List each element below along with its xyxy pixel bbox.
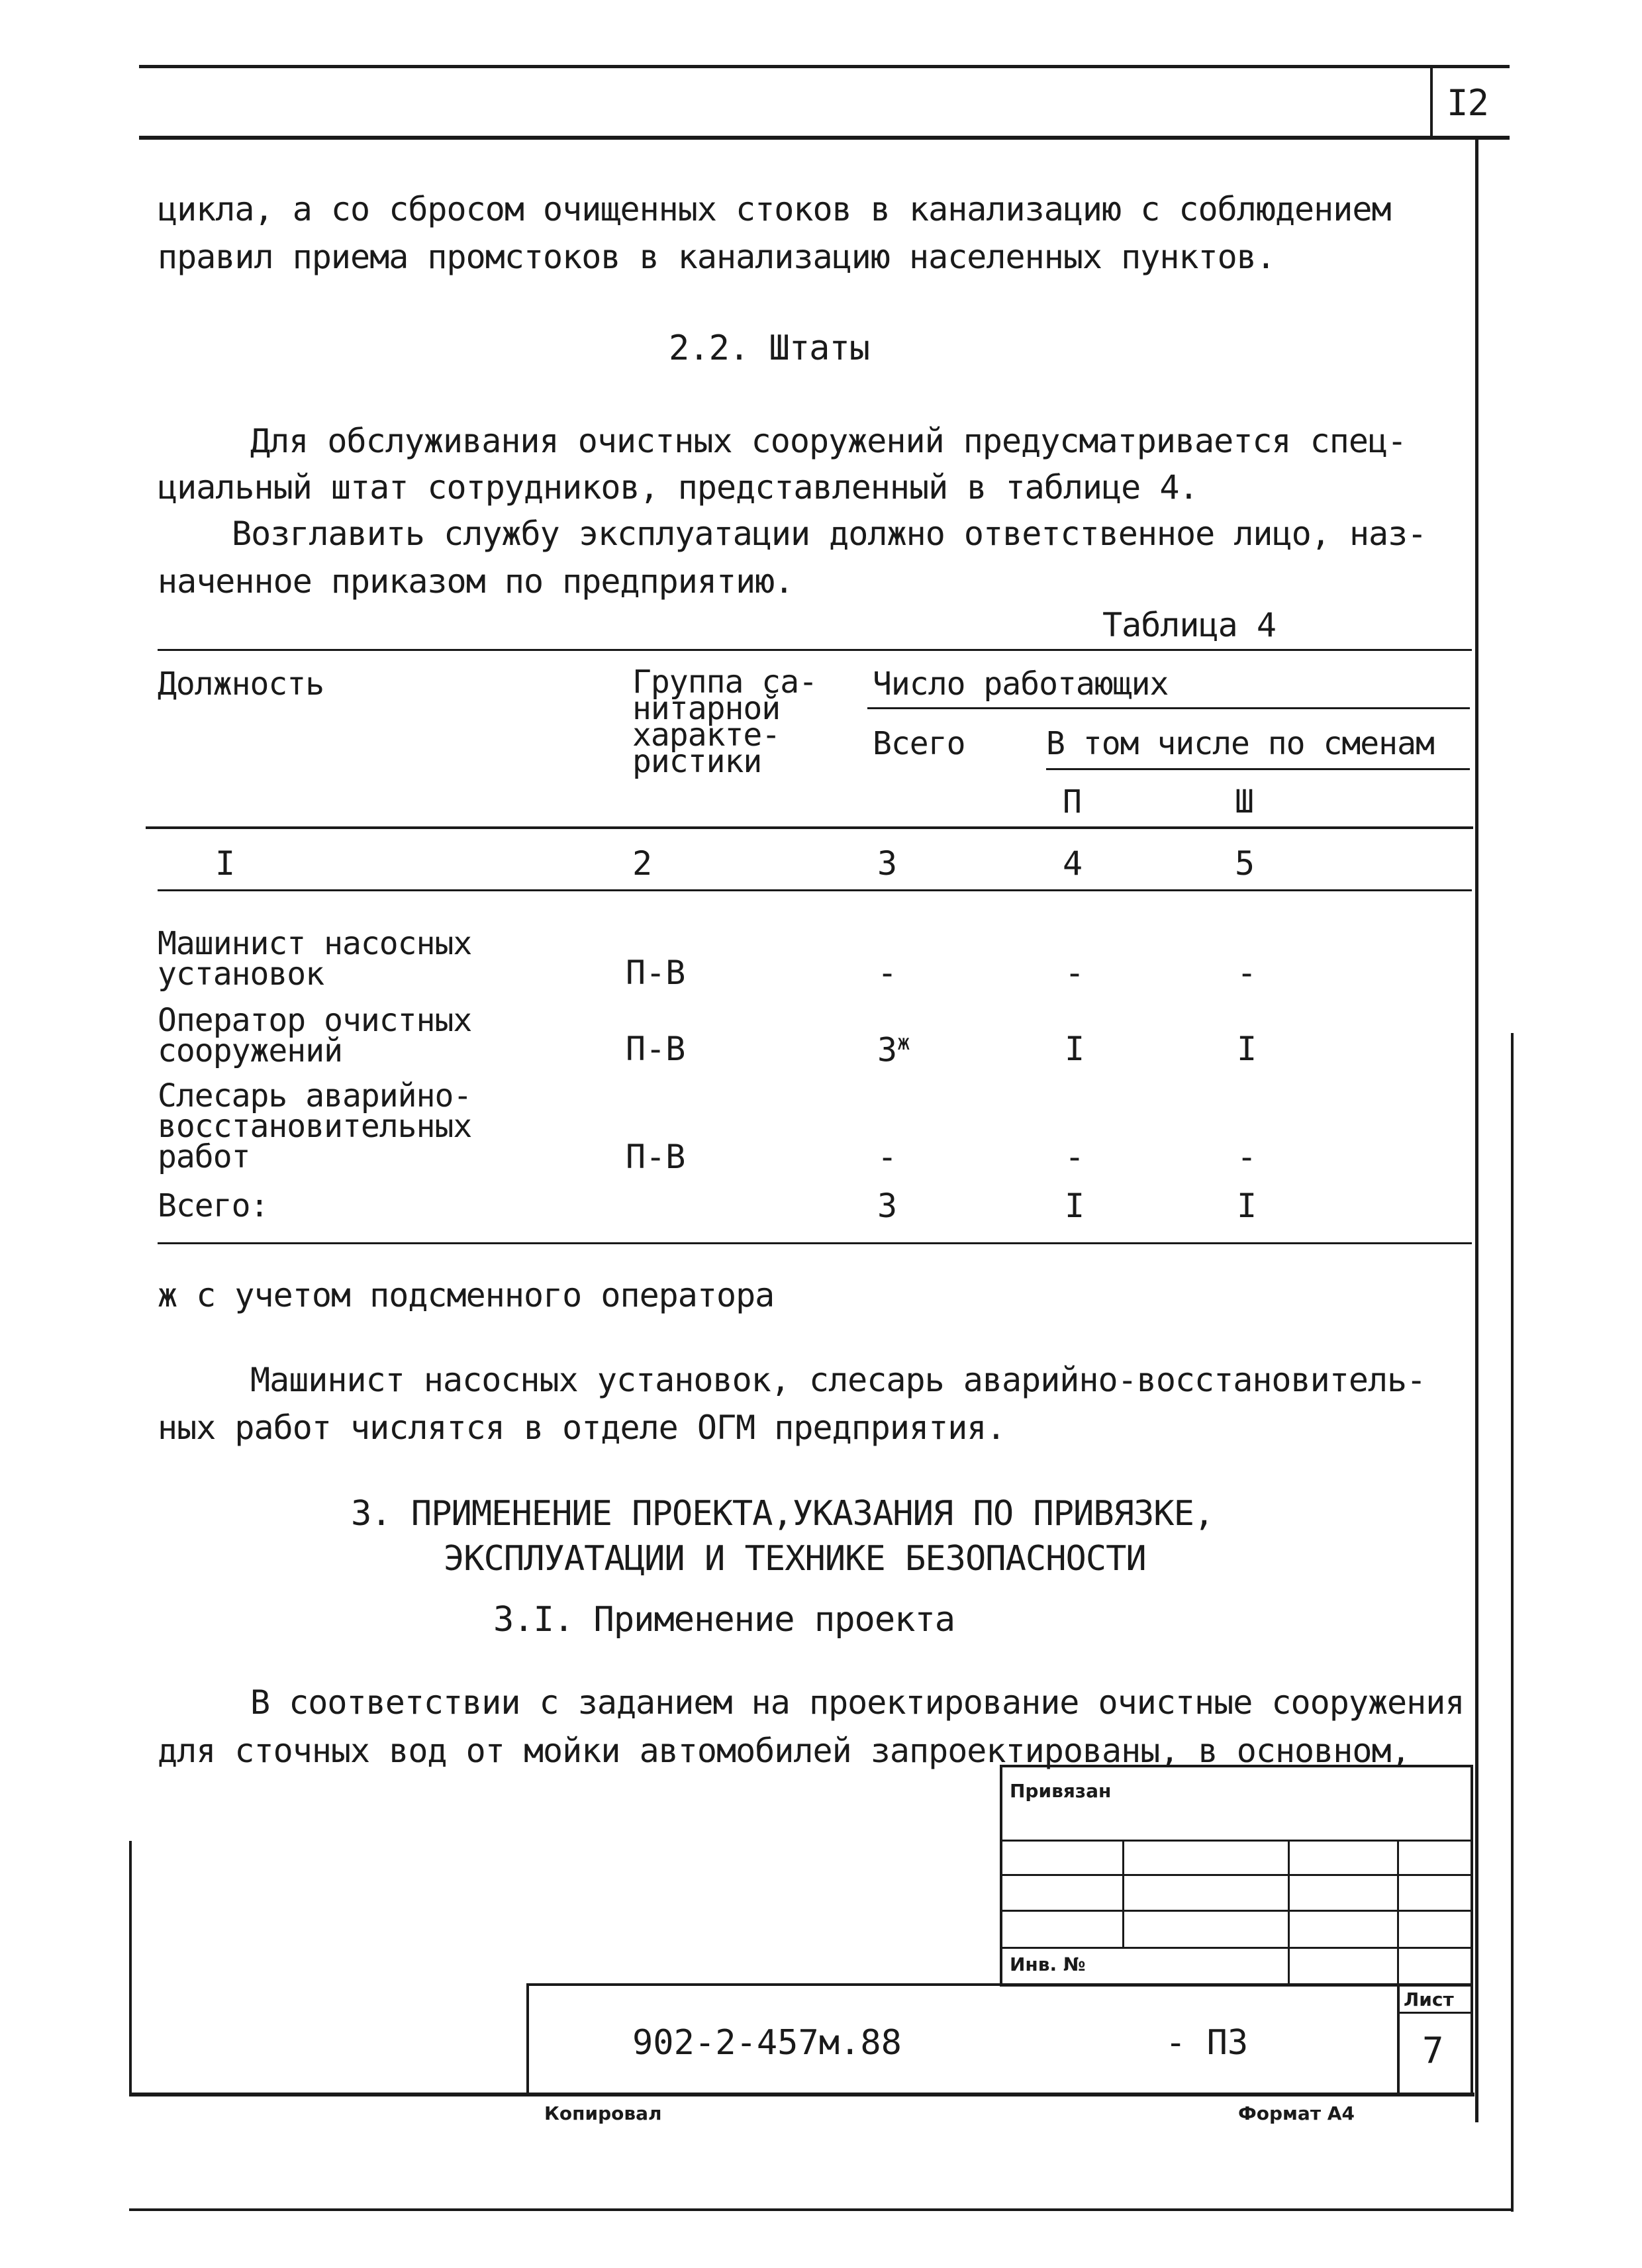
- col-number-2: 2: [632, 844, 653, 883]
- header-total: Всего: [873, 725, 965, 762]
- header-bottom-rule: [146, 826, 1473, 829]
- table-row-2-total: $3^ж$: [877, 1030, 910, 1069]
- col-number-rule: [158, 889, 1472, 891]
- table-row-1-shift-2: -: [1065, 954, 1085, 992]
- table-row-2-shift-3: I: [1237, 1030, 1257, 1068]
- outer-right-frame: [1511, 1033, 1514, 2212]
- page-number-box-left: [1430, 65, 1433, 138]
- header-by-shift: В том числе по сменам: [1046, 725, 1434, 762]
- table-row-total-shift-3: I: [1237, 1187, 1257, 1225]
- header-rule: [139, 136, 1510, 140]
- stamp-doc: - ПЗ: [1165, 2023, 1249, 2063]
- section-3-title-line-1: 3. ПРИМЕНЕНИЕ ПРОЕКТА,УКАЗАНИЯ ПО ПРИВЯЗКЕ,: [351, 1494, 1214, 1534]
- frame-bottom: [129, 2093, 1474, 2096]
- after-table-line-2: ных работ числятся в отделе ОГМ предприятия.: [158, 1408, 1006, 1447]
- table-row-1-position: Машинист насосных установок: [158, 925, 472, 993]
- table-bottom-rule: [158, 1242, 1472, 1244]
- footnote-mark: ж: [897, 1030, 910, 1055]
- paragraph-3-line-1: Возглавить службу эксплуатации должно ответственное лицо, наз-: [232, 515, 1427, 553]
- table-row-total-label: Всего:: [158, 1187, 269, 1224]
- table-row-3-group: П-В: [626, 1138, 686, 1176]
- section-3-title-line-2: ЭКСПЛУАТАЦИИ И ТЕХНИКЕ БЕЗОПАСНОСТИ: [444, 1539, 1146, 1579]
- table-row-total-total: 3: [877, 1187, 898, 1225]
- stamp-v-rule-1: [1122, 1840, 1124, 1947]
- paragraph-2-line-2: циальный штат сотрудников, представленный в таблице 4.: [158, 468, 1198, 507]
- stamp-h-rule-4: [1000, 1947, 1473, 1949]
- stamp-h-rule-2: [1000, 1874, 1473, 1876]
- section-2-2-title: 2.2. Штаты: [669, 328, 870, 368]
- stamp-inv-no: Инв. №: [1010, 1953, 1086, 1975]
- stamp-h-rule-1: [1000, 1840, 1473, 1842]
- table-caption: Таблица 4: [1102, 606, 1276, 644]
- header-workers-rule: [867, 707, 1470, 709]
- header-workers: Число работающих: [873, 666, 1169, 703]
- col-number-1: I: [215, 844, 236, 883]
- table-top-rule: [158, 649, 1472, 651]
- paragraph-1-line-1: цикла, а со сбросом очищенных стоков в канализацию с соблюдением: [158, 190, 1391, 228]
- header-shift-rule: [1046, 768, 1470, 770]
- table-row-3-shift-3: -: [1237, 1138, 1257, 1176]
- stamp-v-rule-3: [1397, 1840, 1399, 1987]
- outer-bottom-rule: [129, 2208, 1513, 2211]
- section-3-line-1: В соответствии с заданием на проектирование очистные сооружения: [250, 1683, 1465, 1722]
- footer-format: Формат А4: [1238, 2102, 1355, 2124]
- stamp-sheet-box-left: [1397, 1983, 1400, 2096]
- stamp-sheet-label: Лист: [1404, 1989, 1454, 2010]
- col-number-4: 4: [1063, 844, 1083, 883]
- after-table-line-1: Машинист насосных установок, слесарь аварийно-восстановитель-: [250, 1361, 1426, 1399]
- section-3-1-title: 3.I. Применение проекта: [493, 1600, 955, 1640]
- stamp-h-rule-3: [1000, 1910, 1473, 1912]
- footer-kopiroval: Копировал: [544, 2102, 662, 2124]
- stamp-privyazan: Привязан: [1010, 1780, 1112, 1802]
- paragraph-3-line-2: наченное приказом по предприятию.: [158, 562, 794, 601]
- right-frame: [1475, 136, 1478, 2122]
- table-row-2-group: П-В: [626, 1030, 686, 1068]
- paragraph-1-line-2: правил приема промстоков в канализацию населенных пунктов.: [158, 238, 1275, 276]
- table-row-1-shift-3: -: [1237, 954, 1257, 992]
- table-row-3-total: -: [877, 1138, 898, 1176]
- stamp-code: 902-2-457м.88: [632, 2023, 902, 2063]
- section-3-line-2: для сточных вод от мойки автомобилей запроектированы, в основном,: [158, 1732, 1410, 1770]
- frame-left: [129, 1841, 132, 2096]
- table-row-2-position: Оператор очистных сооружений: [158, 1002, 472, 1069]
- table-row-3-position: Слесарь аварийно- восстановительных работ: [158, 1077, 472, 1175]
- stamp-v-rule-2: [1288, 1840, 1290, 1987]
- table-row-1-group: П-В: [626, 954, 686, 992]
- table-footnote: ж с учетом подсменного оператора: [158, 1276, 775, 1314]
- header-position: Должность: [158, 666, 324, 703]
- table-row-total-shift-2: I: [1065, 1187, 1085, 1225]
- header-group: Группа са- нитарной характе- ристики: [632, 664, 817, 780]
- top-rule: [139, 65, 1510, 68]
- table-row-1-total: -: [877, 954, 898, 992]
- header-shift-3: Ш: [1235, 783, 1253, 820]
- table-row-3-shift-2: -: [1065, 1138, 1085, 1176]
- header-shift-2: П: [1063, 783, 1081, 820]
- paragraph-2-line-1: Для обслуживания очистных сооружений предусматривается спец-: [250, 422, 1407, 460]
- stamp-sheet-box-rule: [1397, 2012, 1473, 2014]
- page-number: I2: [1447, 82, 1489, 124]
- col-number-3: 3: [877, 844, 898, 883]
- col-number-5: 5: [1235, 844, 1255, 883]
- table-row-2-shift-2: I: [1065, 1030, 1085, 1068]
- stamp-sheet-number: 7: [1422, 2030, 1444, 2071]
